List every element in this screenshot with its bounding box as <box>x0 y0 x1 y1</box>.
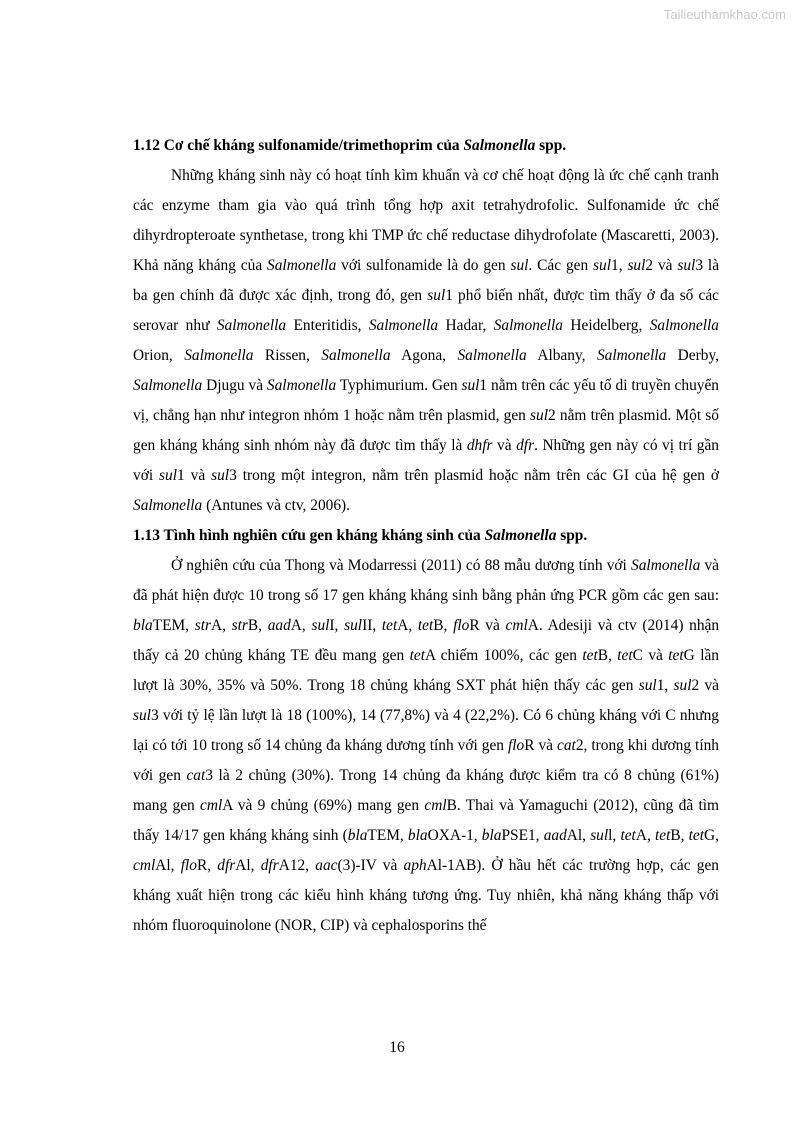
text-run: 2 nằm trên plasmid. Một số gen kháng kháng sinh nhóm này đã được tìm thấy là <box>133 407 719 454</box>
text-run: 3 trong một integron, nằm trên plasmid hoặc nằm trên các GI của hệ gen ở <box>229 467 719 484</box>
text-run: . Những gen này có vị trí gần với <box>133 437 719 484</box>
text-run: TEM, <box>367 827 408 844</box>
italic-term: aad <box>267 617 291 634</box>
italic-term: Salmonella <box>267 257 337 274</box>
italic-term: str <box>194 617 211 634</box>
italic-term: str <box>231 617 248 634</box>
italic-term: sul <box>530 407 549 424</box>
text-run: A, <box>635 827 655 844</box>
text-run: (Antunes và ctv, 2006). <box>202 497 351 514</box>
italic-term: sul <box>510 257 529 274</box>
italic-term: flo <box>453 617 470 634</box>
italic-term: sul <box>427 287 446 304</box>
italic-term: Salmonella <box>368 317 439 334</box>
text-run: Albany, <box>526 347 597 364</box>
italic-term: dhfr <box>466 437 493 454</box>
text-run: A, <box>290 617 312 634</box>
text-run: (3)-IV và <box>337 857 404 874</box>
italic-term: Salmonella <box>463 137 536 154</box>
italic-term: Salmonella <box>133 377 203 394</box>
text-run: 1.12 Cơ chế kháng sulfonamide/trimethoprim của <box>133 137 464 154</box>
text-run: 3 là 2 chủng (30%). Trong 14 chủng đa kháng được kiểm tra có 8 chủng (61%) mang gen <box>133 767 719 814</box>
italic-term: tet <box>617 647 633 664</box>
text-run: 1 nằm trên các yếu tố di truyền chuyển vị, chẳng hạn như integron nhóm 1 hoặc nằm trên plasmid, gen <box>133 377 719 424</box>
page-number: 16 <box>389 1039 405 1056</box>
italic-term: flo <box>507 737 525 754</box>
italic-term: dfr <box>516 437 535 454</box>
text-run: spp. <box>535 137 567 154</box>
text-run: C và <box>632 647 669 664</box>
italic-term: tet <box>654 827 671 844</box>
section-heading <box>133 521 719 551</box>
italic-term: bla <box>407 827 428 844</box>
text-run: Enteritidis, <box>286 317 369 334</box>
italic-term: Salmonella <box>649 317 719 334</box>
italic-term: sul <box>159 467 178 484</box>
text-run: Rissen, <box>253 347 322 364</box>
italic-term: aac <box>315 857 338 874</box>
italic-term: bla <box>481 827 502 844</box>
text-run: với sulfonamide là do gen <box>336 257 511 274</box>
italic-term: tet <box>381 617 398 634</box>
text-run: Heidelberg, <box>563 317 650 334</box>
italic-term: sul <box>211 467 230 484</box>
text-run: spp. <box>556 527 588 544</box>
italic-term: Salmonella <box>493 317 563 334</box>
italic-term: bla <box>133 617 153 634</box>
text-run: B, <box>433 617 454 634</box>
italic-term: Salmonella <box>133 497 203 514</box>
text-run: 1 phổ biến nhất, được tìm thấy ở đa số các serovar như <box>133 287 719 334</box>
italic-term: sul <box>590 827 609 844</box>
text-run: . Các gen <box>528 257 594 274</box>
text-run: Hadar, <box>438 317 494 334</box>
text-run: Al-1AB). Ở hầu hết các trường hợp, các gen kháng xuất hiện trong các kiểu hình kháng tương ứng. Tuy nhiên, khả năng kháng thấp với nhóm fluoroquinolone (NOR, CIP) và cephalosporins thế <box>133 857 719 934</box>
italic-term: cat <box>557 737 576 754</box>
text-run: A, <box>397 617 418 634</box>
text-run: 2 và <box>645 257 678 274</box>
italic-term: Salmonella <box>266 377 337 394</box>
section-heading <box>133 131 719 161</box>
italic-term: tet <box>620 827 636 844</box>
italic-term: Salmonella <box>216 317 287 334</box>
text-run: 1, <box>611 257 628 274</box>
text-run: B. Thai và Yamaguchi (2012), cũng đã tìm thấy 14/17 gen kháng kháng sinh ( <box>133 797 719 844</box>
italic-term: dfr <box>217 857 236 874</box>
italic-term: bla <box>347 827 368 844</box>
text-run: Al, <box>566 827 591 844</box>
text-run: PSE1, <box>501 827 544 844</box>
text-run: R và <box>524 737 558 754</box>
text-run: B, <box>597 647 618 664</box>
italic-term: cml <box>200 797 223 814</box>
italic-term: sul <box>627 257 646 274</box>
italic-term: tet <box>409 647 425 664</box>
text-run: Al, <box>155 857 181 874</box>
italic-term: sul <box>311 617 330 634</box>
text-run: OXA-1, <box>427 827 482 844</box>
text-run: 1, <box>656 677 674 694</box>
watermark: Tailieuthamkhao.com <box>663 7 786 22</box>
italic-term: Salmonella <box>596 347 667 364</box>
text-run: 1.13 Tình hình nghiên cứu gen kháng kháng sinh của <box>133 527 485 544</box>
text-run: 3 với tỷ lệ lần lượt là 18 (100%), 14 (77,8%) và 4 (22,2%). Có 6 chủng kháng với C nhưng lại có tới 10 trong số 14 chủng đa kháng dương tính với gen <box>133 707 719 754</box>
italic-term: flo <box>180 857 197 874</box>
italic-term: aph <box>403 857 427 874</box>
italic-term: tet <box>688 827 705 844</box>
italic-term: Salmonella <box>484 527 557 544</box>
text-run: II, <box>362 617 382 634</box>
text-run: Derby, <box>666 347 719 364</box>
italic-term: sul <box>673 677 692 694</box>
italic-term: Salmonella <box>631 557 701 574</box>
italic-term: cml <box>424 797 447 814</box>
italic-term: cml <box>133 857 156 874</box>
text-run: A12, <box>278 857 316 874</box>
italic-term: aad <box>543 827 567 844</box>
text-run: 2 và <box>691 677 719 694</box>
text-run: TEM, <box>152 617 195 634</box>
text-run: 3 là ba gen chính đã được xác định, trong đó, gen <box>133 257 720 304</box>
text-run: 2, trong khi dương tính với gen <box>133 737 719 784</box>
text-run: A và 9 chủng (69%) mang gen <box>222 797 425 814</box>
italic-term: sul <box>593 257 612 274</box>
text-run: Những kháng sinh này có hoạt tính kìm khuẩn và cơ chế hoạt động là ức chế cạnh tranh các enzyme tham gia vào quá trình tổng hợp axit tetrahydrofolic. Sulfonamide ức chế dihyrdropteroate synthetase, trong khi TMP ức chế reductase dihydrofolate (Mascaretti, 2003). Khả năng kháng của <box>133 167 719 274</box>
text-run: G, <box>704 827 719 844</box>
italic-term: sul <box>133 707 151 724</box>
italic-term: sul <box>677 257 696 274</box>
text-run: Agona, <box>390 347 458 364</box>
paragraph <box>133 161 719 521</box>
italic-term: cml <box>505 617 528 634</box>
text-run: A chiếm 100%, các gen <box>424 647 583 664</box>
italic-term: cat <box>186 767 206 784</box>
text-run: R và <box>469 617 506 634</box>
paragraph <box>133 551 719 941</box>
italic-term: sul <box>344 617 363 634</box>
text-run: A. Adesiji và ctv (2014) nhận thấy cả 20 chủng kháng TE đều mang gen <box>133 617 720 664</box>
text-run: l, <box>608 827 621 844</box>
text-run: Djugu và <box>202 377 267 394</box>
text-run: G lần lượt là 30%, 35% và 50%. Trong 18 chủng kháng SXT phát hiện thấy các gen <box>133 647 719 694</box>
text-run: A, <box>210 617 232 634</box>
text-run: 1 và <box>177 467 212 484</box>
text-run: và <box>492 437 517 454</box>
italic-term: sul <box>638 677 657 694</box>
text-run: Al, <box>235 857 261 874</box>
italic-term: tet <box>417 617 434 634</box>
italic-term: Salmonella <box>184 347 254 364</box>
text-run: B, <box>247 617 268 634</box>
text-run: và đã phát hiện được 10 trong số 17 gen kháng kháng sinh bằng phản ứng PCR gồm các gen sau: <box>133 557 720 604</box>
italic-term: tet <box>668 647 684 664</box>
italic-term: Salmonella <box>321 347 391 364</box>
text-run: Orion, <box>133 347 185 364</box>
italic-term: dfr <box>260 857 279 874</box>
text-run: Ở nghiên cứu của Thong và Modarressi (2011) có 88 mẫu dương tính với <box>171 557 632 574</box>
italic-term: tet <box>582 647 598 664</box>
document-body <box>133 131 719 941</box>
text-run: Typhimurium. Gen <box>336 377 462 394</box>
text-run: B, <box>670 827 689 844</box>
italic-term: sul <box>461 377 480 394</box>
text-run: I, <box>329 617 345 634</box>
text-run: R, <box>196 857 218 874</box>
italic-term: Salmonella <box>457 347 527 364</box>
